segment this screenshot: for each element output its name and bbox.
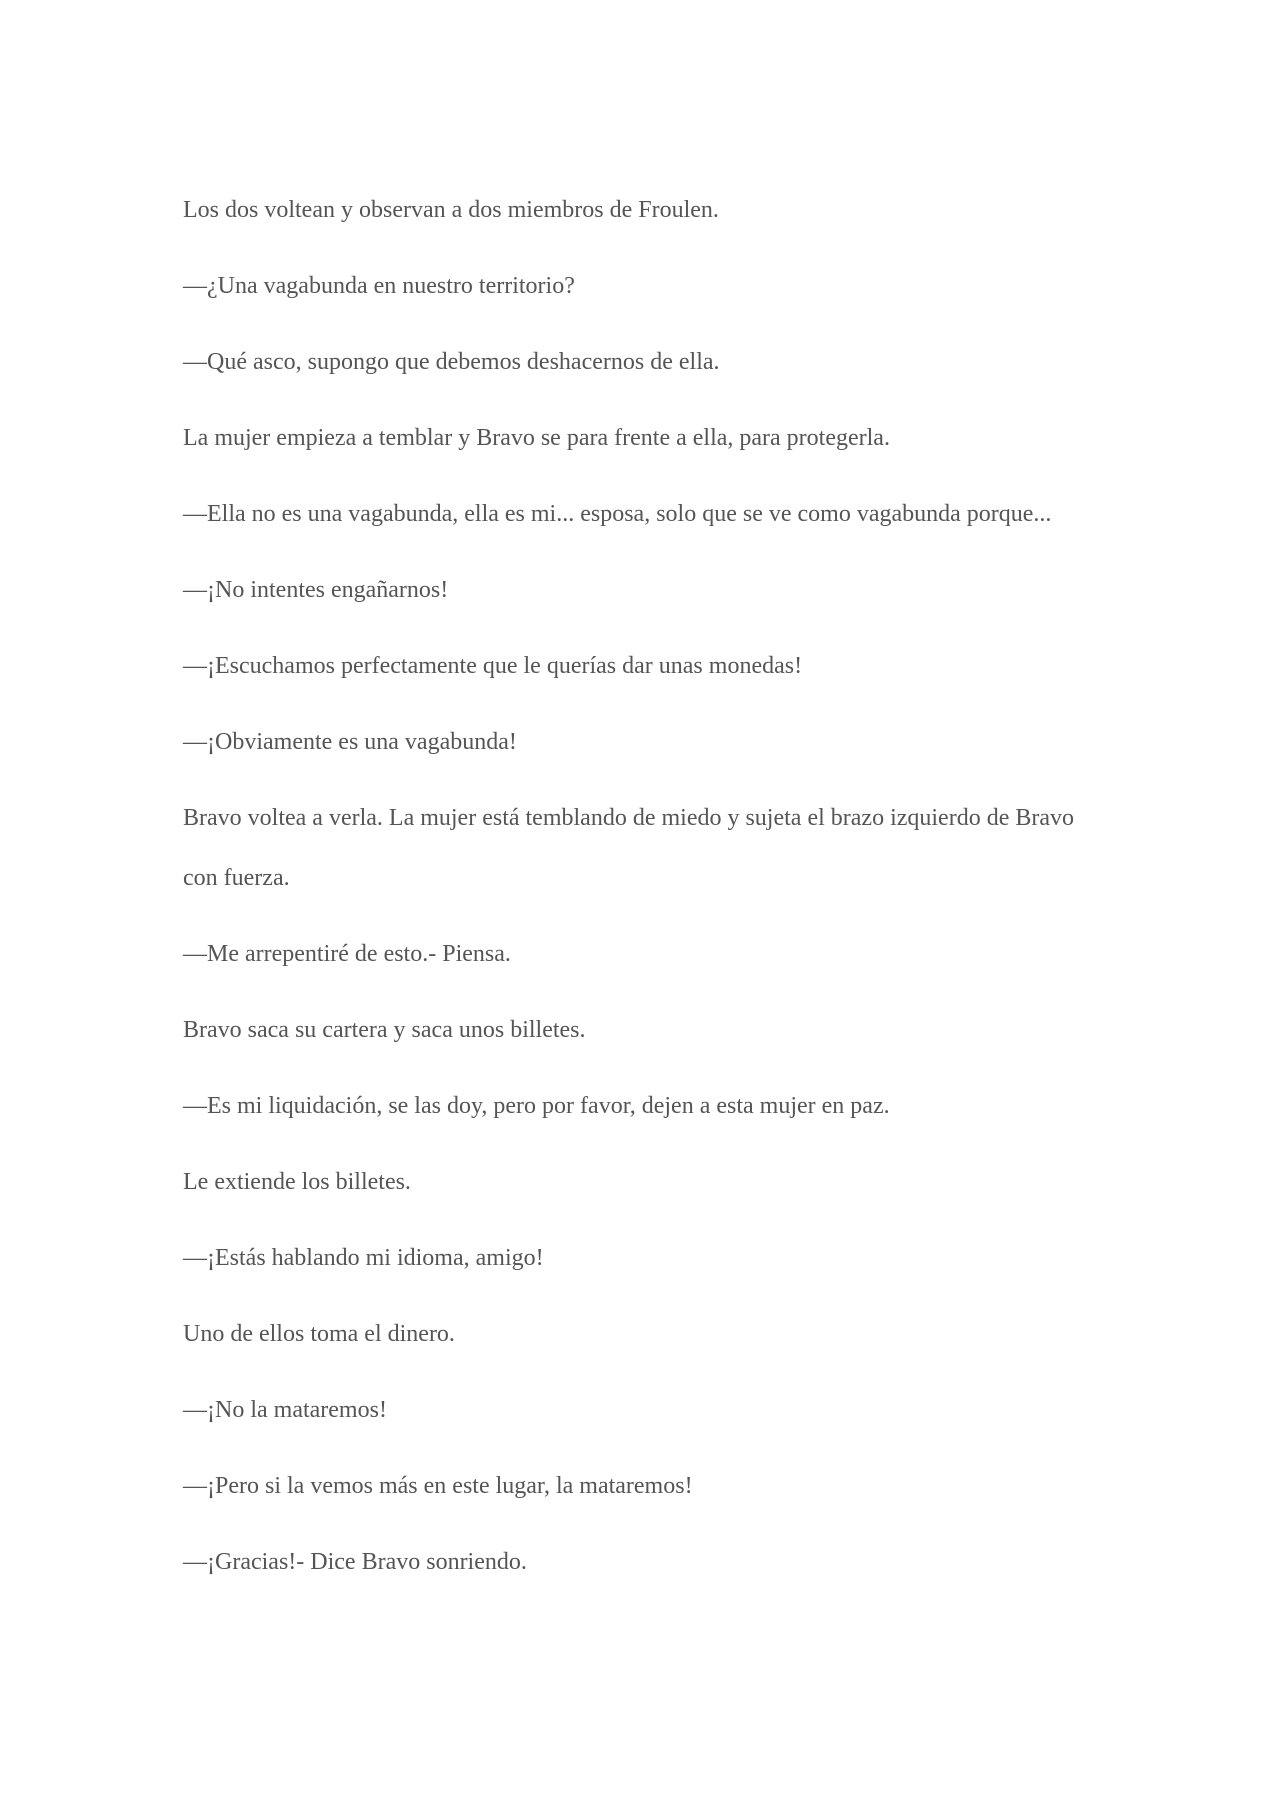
- paragraph: —Ella no es una vagabunda, ella es mi... esposa, solo que se ve como vagabunda porque...: [183, 501, 1052, 527]
- paragraph: —¡No intentes engañarnos!: [183, 577, 449, 603]
- paragraph: —¡Gracias!- Dice Bravo sonriendo.: [183, 1549, 527, 1575]
- paragraph: —¡No la mataremos!: [183, 1397, 387, 1423]
- paragraph: Bravo voltea a verla. La mujer está temblando de miedo y sujeta el brazo izquierdo de Bravo con fuerza.: [183, 805, 1074, 891]
- paragraph: Bravo saca su cartera y saca unos billetes.: [183, 1017, 586, 1043]
- paragraph: —Es mi liquidación, se las doy, pero por favor, dejen a esta mujer en paz.: [183, 1093, 890, 1119]
- paragraph: —¿Una vagabunda en nuestro territorio?: [183, 273, 575, 299]
- paragraph: La mujer empieza a temblar y Bravo se para frente a ella, para protegerla.: [183, 425, 890, 451]
- paragraph: —¡Obviamente es una vagabunda!: [183, 729, 517, 755]
- paragraph: —¡Pero si la vemos más en este lugar, la mataremos!: [183, 1473, 693, 1499]
- paragraph: Los dos voltean y observan a dos miembros de Froulen.: [183, 197, 719, 223]
- document-body: [183, 180, 1103, 1608]
- paragraph: —Me arrepentiré de esto.- Piensa.: [183, 941, 511, 967]
- paragraph: Le extiende los billetes.: [183, 1169, 411, 1195]
- paragraph: —Qué asco, supongo que debemos deshacernos de ella.: [183, 349, 720, 375]
- paragraph: —¡Estás hablando mi idioma, amigo!: [183, 1245, 544, 1271]
- paragraph: Uno de ellos toma el dinero.: [183, 1321, 455, 1347]
- paragraph: —¡Escuchamos perfectamente que le querías dar unas monedas!: [183, 653, 803, 679]
